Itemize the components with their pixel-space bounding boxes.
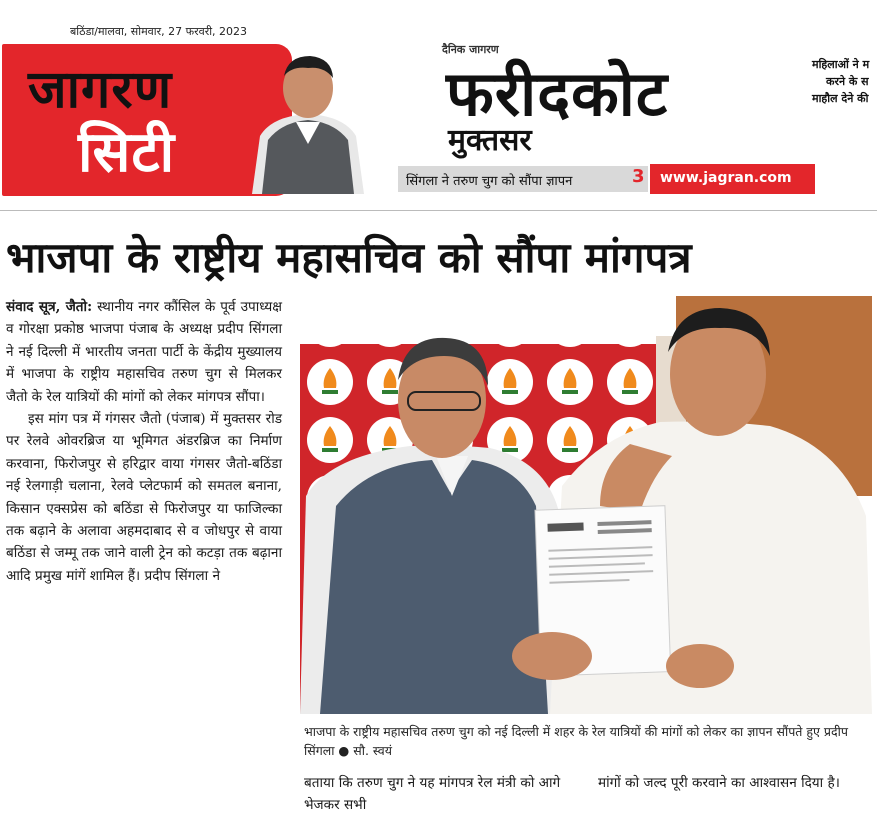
paragraph-text: स्थानीय नगर कौंसिल के पूर्व उपाध्यक्ष व गोरक्षा प्रकोष्ठ भाजपा पंजाब के अध्यक्ष प्रदीप सिंगला ने नई दिल्ली में भारतीय जनता पार्टी के केंद्रीय मुख्यालय में भाजपा के राष्ट्रीय महासचिव तरुण चुग से मिलकर जैतो के रेल यात्रियों की मांगों को लेकर मांगपत्र सौंपा। — [6, 299, 282, 405]
editor-portrait-image — [232, 44, 382, 194]
article-photo — [300, 296, 872, 714]
header-divider — [0, 210, 877, 211]
byline: संवाद सूत्र, जैतो: — [6, 299, 93, 315]
article-paragraph-2: इस मांग पत्र में गंगसर जैतो (पंजाब) में मुक्तसर रोड पर रेलवे ओवरब्रिज या भूमिगत अंडरब्रिज का निर्माण करवाना, फिरोजपुर से हरिद्वार वाया गंगसर जैतो-बठिंडा नई रेलगाड़ी चलाना, रेलवे प्लेटफार्म को समतल बनाना, किसान एक्सप्रेस को बठिंडा से फिरोजपुर या फाजिल्का तक बढ़ाने के अलावा अहमदाबाद से व जोधपुर से वाया बठिंडा से जम्मू तक जाने वाली ट्रेन को कटड़ा तक बढ़ाना आदि प्रमुख मांगें शामिल हैं। प्रदीप सिंगला ने — [6, 411, 282, 584]
page-number: 3 — [632, 166, 645, 187]
teaser-line: करने के स — [826, 75, 869, 88]
article-continuation-2: मांगों को जल्द पूरी करवाने का आश्वासन दिया है। — [598, 775, 840, 791]
brand-title-bottom: सिटी — [78, 120, 176, 185]
side-teaser — [812, 56, 877, 107]
website-link[interactable]: www.jagran.com — [660, 170, 792, 186]
teaser-line: माहौल देने की — [812, 92, 869, 105]
dateline: बठिंडा/मालवा, सोमवार, 27 फरवरी, 2023 — [70, 25, 248, 38]
section-strip-text: सिंगला ने तरुण चुग को सौंपा ज्ञापन — [406, 174, 573, 189]
edition-subcity-title: मुक्तसर — [448, 123, 532, 158]
edition-city-title: फरीदकोट — [446, 57, 669, 130]
article-body-column — [6, 296, 282, 587]
photo-caption: भाजपा के राष्ट्रीय महासचिव तरुण चुग को नई दिल्ली में शहर के रेल यात्रियों की मांगों को लेकर का ज्ञापन सौंपते हुए प्रदीप सिंगला ● सौ. स्वयं — [304, 724, 849, 758]
article-paragraph-1 — [6, 296, 282, 408]
article-headline: भाजपा के राष्ट्रीय महासचिव को सौंपा मांगपत्र — [6, 233, 692, 282]
article-continuation-1: बताया कि तरुण चुग ने यह मांगपत्र रेल मंत्री को आगे भेजकर सभी — [304, 775, 561, 814]
brand-title-top: जागरण — [28, 60, 173, 120]
dainik-jagran-label: दैनिक जागरण — [442, 43, 499, 56]
teaser-line: महिलाओं ने म — [812, 58, 870, 71]
